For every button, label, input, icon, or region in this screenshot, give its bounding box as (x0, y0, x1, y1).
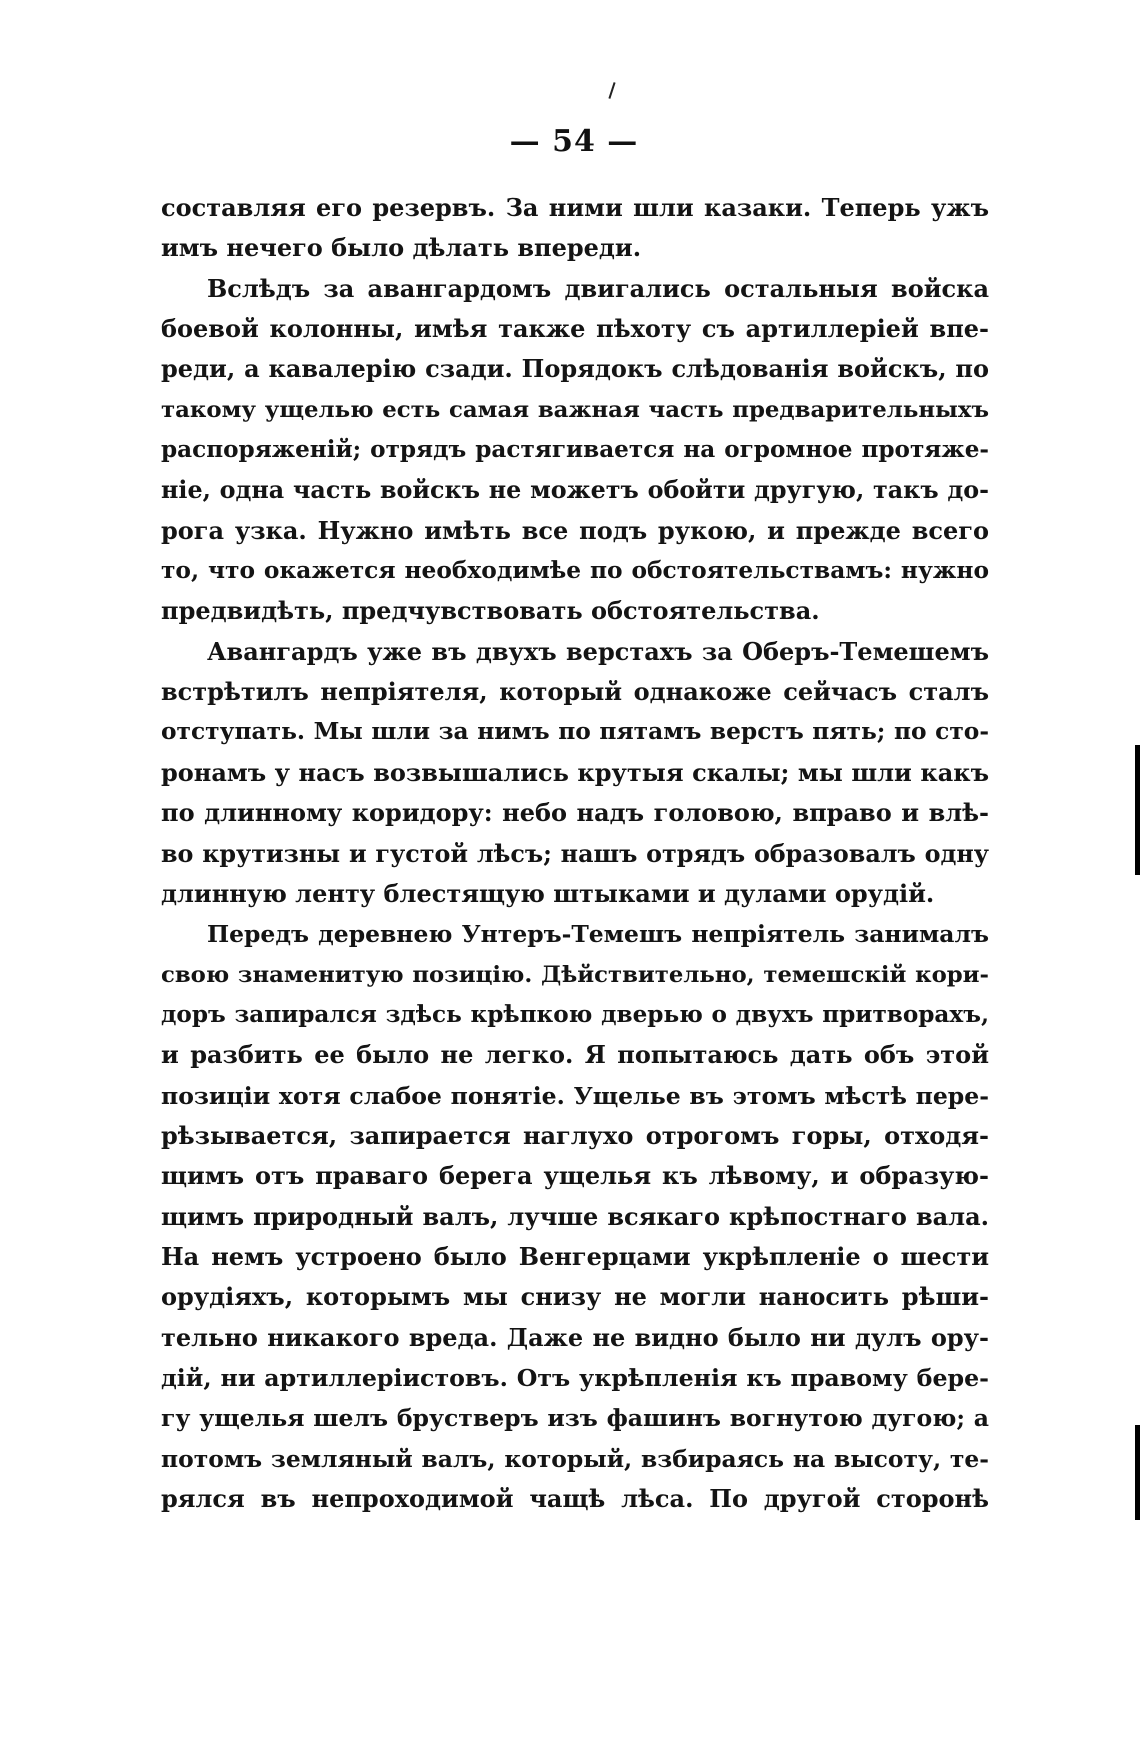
text-line: Передъ деревнею Унтеръ-Темешъ непріятель занималъ (207, 920, 989, 949)
text-line: то, что окажется необходимѣе по обстоятельствамъ: нужно (161, 557, 989, 585)
text-line: длинную ленту блестящую штыками и дулами орудій. (161, 878, 935, 908)
ink-mark (608, 82, 615, 99)
text-line: во крутизны и густой лѣсъ; нашъ отрядъ образовалъ одну (161, 839, 989, 868)
scan-edge-mark (1135, 745, 1140, 875)
text-line: и разбить ее было не легко. Я попытаюсь дать объ этой (161, 1040, 989, 1070)
body-text (161, 188, 989, 1519)
text-line: Вслѣдъ за авангардомъ двигались остальныя войска (207, 273, 989, 303)
text-line: ронамъ у насъ возвышались крутыя скалы; мы шли какъ (161, 757, 989, 787)
text-line: орудіяхъ, которымъ мы снизу не могли наносить рѣши- (161, 1282, 989, 1312)
text-line: ніе, одна часть войскъ не можетъ обойти другую, такъ до- (161, 476, 989, 505)
text-line: потомъ земляный валъ, который, взбираясь на высоту, те- (161, 1444, 989, 1473)
text-line: свою знаменитую позицію. Дѣйствительно, темешскій кори- (161, 961, 989, 988)
text-line: рялся въ непроходимой чащѣ лѣса. По другой сторонѣ (161, 1484, 989, 1513)
text-line: позиціи хотя слабое понятіе. Ущелье въ этомъ мѣстѣ пере- (161, 1081, 989, 1110)
text-line: имъ нечего было дѣлать впереди. (161, 233, 642, 263)
text-line: доръ запирался здѣсь крѣпкою дверью о двухъ притворахъ, (161, 1000, 989, 1028)
text-line: такому ущелью есть самая важная часть предварительныхъ (161, 396, 989, 423)
text-line: щимъ отъ праваго берега ущелья къ лѣвому, и образую- (161, 1161, 989, 1191)
text-line: реди, а кавалерію сзади. Порядокъ слѣдованія войскъ, по (161, 354, 989, 384)
text-line: Авангардъ уже въ двухъ верстахъ за Оберъ-Темешемъ (207, 636, 989, 666)
text-line: рѣзывается, запирается наглухо отрогомъ горы, отходя- (161, 1120, 989, 1150)
text-line: щимъ природный валъ, лучше всякаго крѣпостнаго вала. (161, 1201, 989, 1231)
text-line: тельно никакого вреда. Даже не видно было ни дулъ ору- (161, 1322, 989, 1352)
scan-edge-mark (1135, 1425, 1140, 1520)
text-line: гу ущелья шелъ брустверъ изъ фашинъ вогнутою дугою; а (161, 1404, 989, 1433)
text-line: предвидѣть, предчувствовать обстоятельства. (161, 596, 820, 626)
page-number: — 54 — (509, 124, 639, 159)
text-line: распоряженій; отрядъ растягивается на огромное протяже- (161, 436, 989, 464)
text-line: отступать. Мы шли за нимъ по пятамъ верстъ пять; по сто- (161, 718, 989, 746)
text-line: На немъ устроено было Венгерцами укрѣпленіе о шести (161, 1241, 989, 1271)
text-line: встрѣтилъ непріятеля, который однакоже сейчасъ сталъ (161, 677, 989, 707)
text-line: рога узка. Нужно имѣть все подъ рукою, и прежде всего (161, 515, 989, 545)
text-line: боевой колонны, имѣя также пѣхоту съ артиллеріей впе- (161, 314, 989, 344)
text-line: по длинному коридору: небо надъ головою, вправо и влѣ- (161, 798, 989, 828)
text-line: составляя его резервъ. За ними шли казаки. Теперь ужъ (161, 193, 989, 222)
text-line: дій, ни артиллеріистовъ. Отъ укрѣпленія къ правому бере- (161, 1363, 989, 1392)
